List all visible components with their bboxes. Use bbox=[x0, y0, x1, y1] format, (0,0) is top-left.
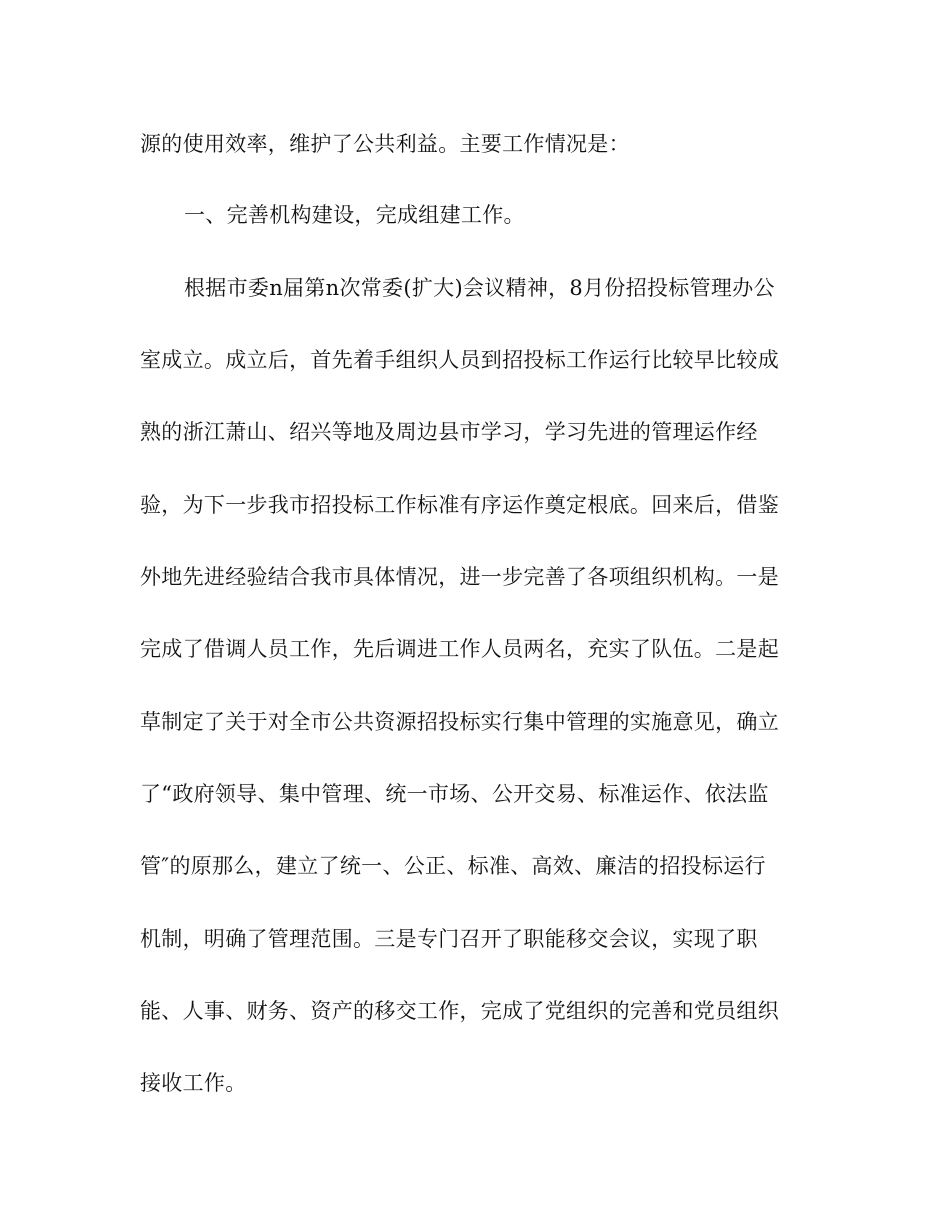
section-heading: 一、完善机构建设，完成组建工作。 bbox=[184, 203, 525, 227]
text-line: 了“政府领导、集中管理、统一市场、公开交易、标准运作、依法监 bbox=[140, 782, 769, 806]
text-line: 室成立。成立后，首先着手组织人员到招投标工作运行比较早比较成 bbox=[140, 348, 779, 372]
text-line: 草制定了关于对全市公共资源招投标实行集中管理的实施意见，确立 bbox=[140, 710, 779, 734]
text-line: 源的使用效率，维护了公共利益。主要工作情况是： bbox=[140, 132, 630, 156]
text-line: 熟的浙江萧山、绍兴等地及周边县市学习，学习先进的管理运作经 bbox=[140, 420, 758, 444]
text-line: 机制，明确了管理范围。三是专门召开了职能移交会议，实现了职 bbox=[140, 927, 758, 951]
text-line: 外地先进经验结合我市具体情况，进一步完善了各项组织机构。一是 bbox=[140, 565, 779, 589]
text-line: 根据市委n届第n次常委(扩大)会议精神，8月份招投标管理办公 bbox=[184, 276, 775, 300]
text-line: 管″的原那么，建立了统一、公正、标准、高效、廉洁的招投标运行 bbox=[140, 854, 766, 878]
text-line: 能、人事、财务、资产的移交工作，完成了党组织的完善和党员组织 bbox=[140, 999, 779, 1023]
text-line: 完成了借调人员工作，先后调进工作人员两名，充实了队伍。二是起 bbox=[140, 637, 779, 661]
text-line: 验，为下一步我市招投标工作标准有序运作奠定根底。回来后，借鉴 bbox=[140, 493, 779, 517]
text-line: 接收工作。 bbox=[140, 1071, 247, 1095]
